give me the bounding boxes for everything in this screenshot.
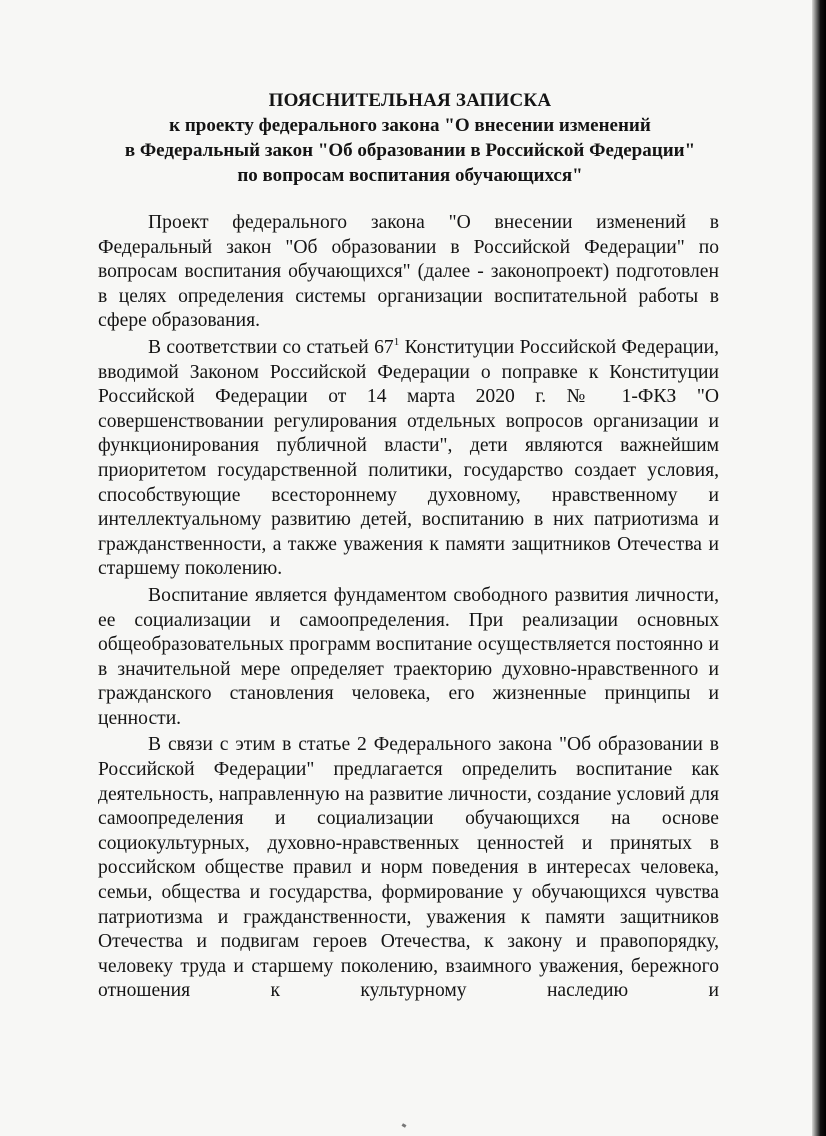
paragraph-2-start: В соответствии со статьей 67 xyxy=(148,336,394,358)
paragraph-4: В связи с этим в статье 2 Федерального закона "Об образовании в Российской Федерации" предлагается определить воспитание как деятельность, направленную на развитие личности, создание условий для самоопределения и социализации обучающихся на основе социокультурных, духовно-нравственных ценностей и принятых в российском обществе правил и норм поведения в интересах человека, семьи, общества и государства, формирование у обучающихся чувства патриотизма и гражданственности, уважения к памяти защитников Отечества и подвигам героев Отечества, к закону и правопорядку, человеку труда и старшему поколению, взаимного уважения, бережного отношения к культурному наследию и xyxy=(98,734,719,1002)
subtitle-line-3: по вопросам воспитания обучающихся" xyxy=(237,165,583,186)
scan-speck xyxy=(402,1123,407,1128)
paragraph-3: Воспитание является фундаментом свободного развития личности, ее социализации и самоопределения. При реализации основных общеобразовательных программ воспитание осуществляется постоянно и в значительной мере определяет траекторию духовно-нравственного и гражданского становления человека, его жизненные принципы и ценности. xyxy=(98,584,719,729)
scan-dark-edge xyxy=(812,0,826,1136)
subtitle-line-2: в Федеральный закон "Об образовании в Российской Федерации" xyxy=(124,140,696,161)
document-title: ПОЯСНИТЕЛЬНАЯ ЗАПИСКА xyxy=(268,90,552,111)
document-body xyxy=(98,211,719,1004)
paragraph-1: Проект федерального закона "О внесении изменений в Федеральный закон "Об образовании в Российской Федерации" по вопросам воспитания обучающихся" (далее - законопроект) подготовлен в целях определения системы организации воспитательной работы в сфере образования. xyxy=(98,212,719,332)
subtitle-line-1: к проекту федерального закона "О внесении изменений xyxy=(169,115,651,136)
paragraph-2-rest: Конституции Российской Федерации, вводимой Законом Российской Федерации о поправке к Конституции Российской Федерации от 14 марта 2020 г. № 1-ФКЗ "О совершенствовании регулирования отдельных вопросов организации и функционирования публичной власти", дети являются важнейшим приоритетом государственной политики, государство создает условия, способствующие всестороннему духовному, нравственному и интеллектуальному развитию детей, воспитанию в них патриотизма и гражданственности, а также уважения к памяти защитников Отечества и старшему поколению. xyxy=(98,336,719,580)
paragraph-2 xyxy=(98,336,719,582)
article-superscript: 1 xyxy=(393,335,400,348)
document-header xyxy=(96,88,724,188)
